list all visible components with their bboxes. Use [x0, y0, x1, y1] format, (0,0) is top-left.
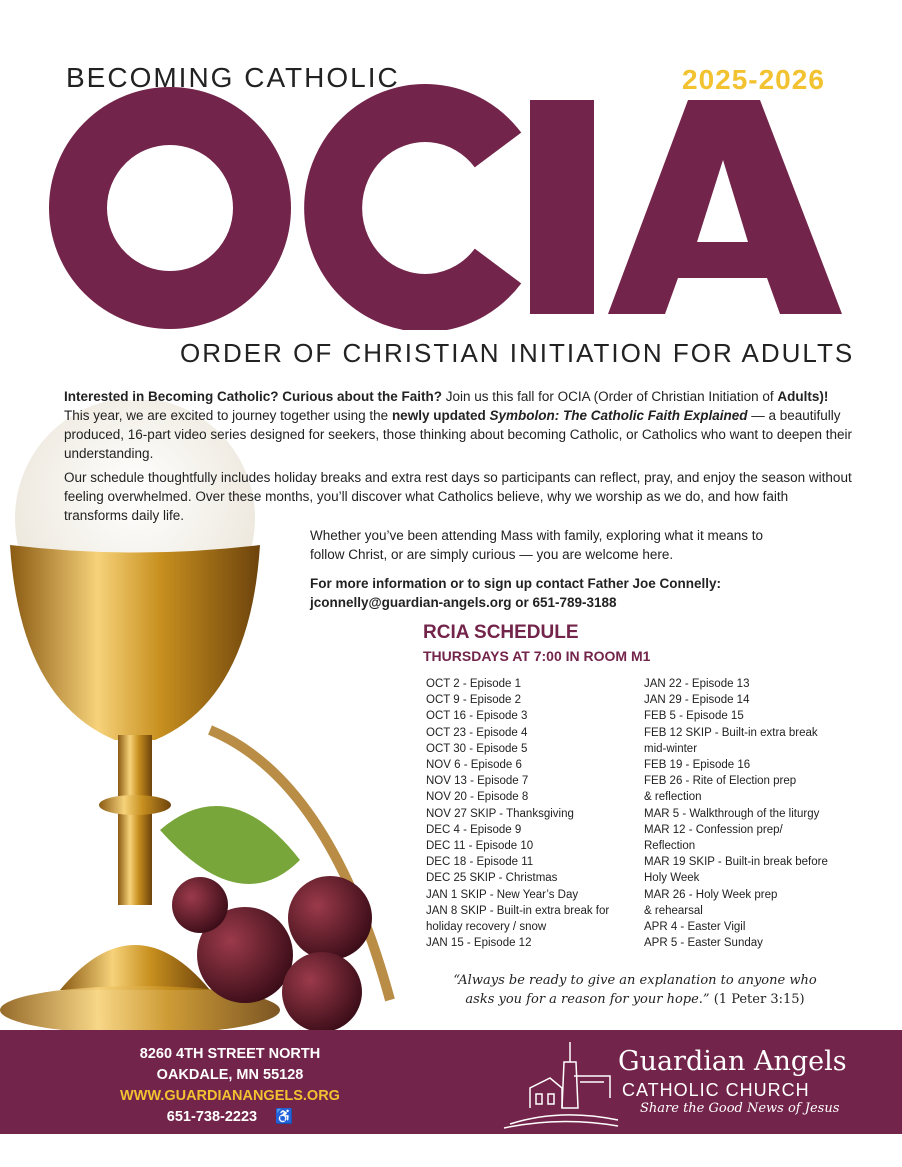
schedule-item: JAN 22 - Episode 13 [644, 678, 750, 690]
schedule-item: NOV 27 SKIP - Thanksgiving [426, 807, 574, 820]
schedule-item: NOV 6 - Episode 6 [426, 759, 522, 772]
intro-text: This year, we are excited to journey together using the [64, 408, 392, 423]
schedule-item: DEC 18 - Episode 11 [426, 856, 534, 869]
ocia-big-title [0, 0, 902, 330]
schedule-column-1 [426, 676, 636, 951]
schedule-column-2 [644, 676, 854, 951]
letter-o [78, 116, 262, 300]
phone-line [80, 1107, 380, 1128]
schedule-item: OCT 30 - Episode 5 [426, 742, 528, 755]
bottom-margin [0, 1134, 902, 1167]
schedule-item: APR 4 - Easter Vigil [644, 921, 746, 934]
city-address: OAKDALE, MN 55128 [156, 1067, 304, 1083]
schedule-item: MAR 12 - Confession prep/ [644, 823, 783, 836]
grape [172, 877, 228, 933]
schedule-item: JAN 8 SKIP - Built-in extra break for [426, 904, 610, 917]
schedule-item: FEB 12 SKIP - Built-in extra break [644, 726, 818, 739]
schedule-item: & reflection [644, 791, 702, 804]
schedule-item: JAN 29 - Episode 14 [644, 694, 750, 707]
quote-reference: (1 Peter 3:15) [709, 992, 805, 1007]
contact-line: jconnelly@guardian-angels.org or 651-789-3188 [310, 595, 617, 610]
schedule-item: OCT 16 - Episode 3 [426, 710, 528, 723]
contact-line: For more information or to sign up contact Father Joe Connelly: [310, 576, 722, 591]
schedule-item: FEB 19 - Episode 16 [644, 759, 751, 772]
letter-c [333, 113, 498, 303]
intro-bold: Interested in Becoming Catholic? Curious about the Faith? [64, 389, 443, 404]
welcome-paragraph: Whether you’ve been attending Mass with family, exploring what it means to follow Christ, or are simply curious — you are welcome here. [310, 528, 763, 562]
schedule-item: JAN 1 SKIP - New Year’s Day [426, 888, 579, 901]
schedule-item: Holy Week [644, 872, 700, 885]
schedule-item: NOV 13 - Episode 7 [426, 775, 529, 788]
schedule-item: FEB 5 - Episode 15 [644, 710, 744, 723]
church-name: Guardian Angels [618, 1046, 847, 1077]
scripture-quote [440, 971, 830, 1009]
schedule-item: Reflection [644, 840, 696, 853]
schedule-item: FEB 26 - Rite of Election prep [644, 775, 797, 788]
schedule-subtitle: THURSDAYS AT 7:00 IN ROOM M1 [423, 648, 651, 664]
schedule-item: JAN 15 - Episode 12 [426, 937, 532, 950]
schedule-item: OCT 23 - Episode 4 [426, 726, 528, 739]
intro-text: Join us this fall for OCIA (Order of Christian Initiation of [442, 389, 778, 404]
grape [288, 876, 372, 960]
pre-title: BECOMING CATHOLIC [66, 62, 400, 93]
wheelchair-icon: ♿ [275, 1109, 294, 1125]
letter-i [530, 100, 594, 314]
intro-text: — a beautifully produced, 16-part video series designed for seekers, those thinking about becoming Catholic, or Catholics who want to deepen their understanding. [64, 408, 852, 461]
schedule-item: MAR 19 SKIP - Built-in break before [644, 856, 828, 869]
schedule-item: MAR 26 - Holy Week prep [644, 888, 778, 901]
church-logo-icon [500, 1038, 620, 1130]
schedule-item: DEC 11 - Episode 10 [426, 840, 534, 853]
schedule-item: & rehearsal [644, 904, 703, 917]
footer-band [0, 1030, 902, 1134]
year-label: 2025-2026 [682, 64, 825, 95]
schedule-item: OCT 9 - Episode 2 [426, 694, 522, 707]
street-address: 8260 4TH STREET NORTH [139, 1046, 321, 1062]
grape [282, 952, 362, 1032]
intro-paragraph-1 [64, 387, 854, 463]
contact-info [310, 574, 830, 612]
schedule-item: NOV 20 - Episode 8 [426, 791, 529, 804]
schedule-item: APR 5 - Easter Sunday [644, 937, 763, 950]
schedule-item: holiday recovery / snow [426, 921, 547, 934]
address-block [80, 1044, 380, 1128]
church-tagline: Share the Good News of Jesus [640, 1101, 840, 1116]
quote-line: asks you for a reason for your hope.” [465, 992, 710, 1007]
grape-leaf [160, 806, 300, 884]
chalice-stem [118, 735, 152, 905]
schedule-item: OCT 2 - Episode 1 [426, 678, 522, 690]
schedule-item: DEC 25 SKIP - Christmas [426, 872, 558, 885]
intro-bold: newly updated [391, 408, 490, 423]
schedule-item: MAR 5 - Walkthrough of the liturgy [644, 807, 820, 820]
phone-number: 651-738-2223 [166, 1109, 258, 1125]
schedule-item: DEC 4 - Episode 9 [426, 823, 522, 836]
church-subtitle: CATHOLIC CHURCH [622, 1080, 810, 1100]
sub-title: ORDER OF CHRISTIAN INITIATION FOR ADULTS [180, 338, 855, 368]
chalice-base [60, 945, 210, 990]
schedule-title: RCIA SCHEDULE [423, 622, 579, 643]
quote-line: “Always be ready to give an explanation to anyone who [453, 973, 817, 988]
series-title: Symbolon: The Catholic Faith Explained [489, 408, 748, 423]
intro-bold: Adults)! [777, 389, 829, 404]
intro-paragraph-2: Our schedule thoughtfully includes holiday breaks and extra rest days so participants can reflect, pray, and enjoy the season without feeling overwhelmed. Over these months, you’ll discover what Catholics believe, why we worship as we do, and how faith transforms daily life. [64, 470, 852, 523]
website-link[interactable]: WWW.GUARDIANANGELS.ORG [120, 1088, 340, 1104]
chalice-cup [10, 545, 260, 740]
schedule-item: mid-winter [644, 742, 698, 755]
